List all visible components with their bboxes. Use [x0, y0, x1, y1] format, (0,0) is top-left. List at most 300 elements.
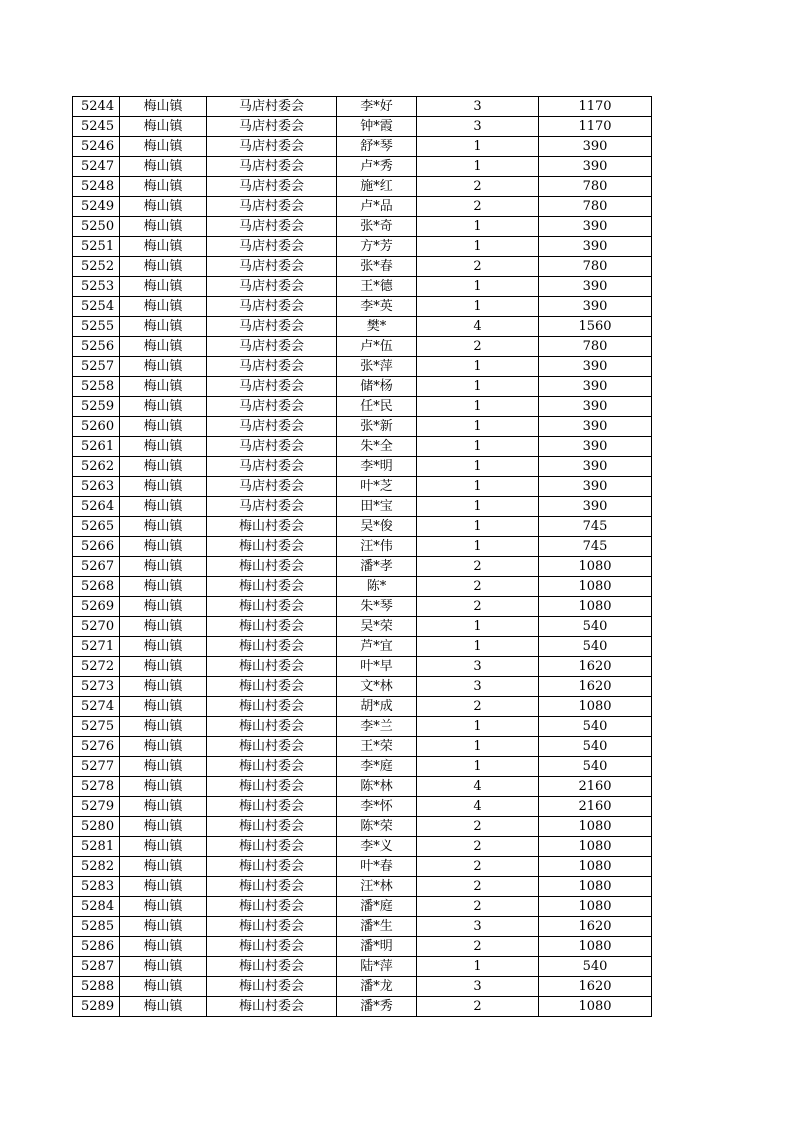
cell-name: 陈*荣: [337, 817, 417, 837]
cell-name: 王*荣: [337, 737, 417, 757]
table-row: [73, 657, 652, 677]
cell-village: 马店村委会: [207, 377, 337, 397]
cell-town: 梅山镇: [120, 757, 207, 777]
cell-count: 3: [417, 917, 539, 937]
cell-village: 梅山村委会: [207, 957, 337, 977]
cell-name: 叶*春: [337, 857, 417, 877]
cell-count: 3: [417, 97, 539, 117]
cell-amount: 540: [539, 957, 652, 977]
cell-id: 5256: [73, 337, 120, 357]
cell-town: 梅山镇: [120, 877, 207, 897]
cell-id: 5272: [73, 657, 120, 677]
cell-count: 3: [417, 977, 539, 997]
table-row: [73, 297, 652, 317]
cell-town: 梅山镇: [120, 437, 207, 457]
cell-amount: 390: [539, 277, 652, 297]
cell-id: 5273: [73, 677, 120, 697]
cell-name: 吴*荣: [337, 617, 417, 637]
cell-amount: 390: [539, 497, 652, 517]
cell-village: 梅山村委会: [207, 937, 337, 957]
cell-count: 4: [417, 317, 539, 337]
cell-id: 5250: [73, 217, 120, 237]
cell-amount: 540: [539, 717, 652, 737]
cell-village: 梅山村委会: [207, 877, 337, 897]
cell-town: 梅山镇: [120, 297, 207, 317]
table-row: [73, 957, 652, 977]
table-row: [73, 717, 652, 737]
table-row: [73, 557, 652, 577]
cell-amount: 780: [539, 337, 652, 357]
cell-amount: 1080: [539, 817, 652, 837]
table-row: [73, 377, 652, 397]
cell-id: 5267: [73, 557, 120, 577]
cell-town: 梅山镇: [120, 937, 207, 957]
cell-village: 马店村委会: [207, 157, 337, 177]
cell-town: 梅山镇: [120, 477, 207, 497]
cell-name: 潘*生: [337, 917, 417, 937]
cell-town: 梅山镇: [120, 797, 207, 817]
cell-village: 梅山村委会: [207, 717, 337, 737]
cell-amount: 1080: [539, 577, 652, 597]
cell-count: 2: [417, 857, 539, 877]
cell-count: 3: [417, 657, 539, 677]
cell-village: 马店村委会: [207, 117, 337, 137]
cell-town: 梅山镇: [120, 857, 207, 877]
cell-amount: 390: [539, 477, 652, 497]
cell-id: 5288: [73, 977, 120, 997]
cell-name: 汪*伟: [337, 537, 417, 557]
table-row: [73, 517, 652, 537]
cell-name: 潘*明: [337, 937, 417, 957]
cell-id: 5264: [73, 497, 120, 517]
cell-name: 储*杨: [337, 377, 417, 397]
cell-amount: 1620: [539, 977, 652, 997]
cell-id: 5246: [73, 137, 120, 157]
cell-name: 文*林: [337, 677, 417, 697]
cell-count: 1: [417, 397, 539, 417]
table-row: [73, 997, 652, 1017]
subsidy-table: [72, 96, 652, 1017]
cell-count: 1: [417, 757, 539, 777]
cell-name: 施*红: [337, 177, 417, 197]
table-row: [73, 117, 652, 137]
cell-town: 梅山镇: [120, 97, 207, 117]
cell-id: 5278: [73, 777, 120, 797]
table-row: [73, 817, 652, 837]
cell-town: 梅山镇: [120, 917, 207, 937]
table-row: [73, 157, 652, 177]
cell-village: 梅山村委会: [207, 917, 337, 937]
cell-name: 李*义: [337, 837, 417, 857]
cell-id: 5283: [73, 877, 120, 897]
cell-count: 1: [417, 457, 539, 477]
table-row: [73, 897, 652, 917]
cell-count: 3: [417, 117, 539, 137]
cell-amount: 1560: [539, 317, 652, 337]
table-row: [73, 937, 652, 957]
cell-town: 梅山镇: [120, 257, 207, 277]
cell-amount: 1080: [539, 897, 652, 917]
cell-count: 1: [417, 237, 539, 257]
cell-count: 1: [417, 417, 539, 437]
table-row: [73, 97, 652, 117]
cell-count: 2: [417, 197, 539, 217]
cell-count: 2: [417, 257, 539, 277]
cell-count: 1: [417, 477, 539, 497]
table-row: [73, 437, 652, 457]
cell-count: 1: [417, 957, 539, 977]
table-row: [73, 697, 652, 717]
table-row: [73, 917, 652, 937]
table-row: [73, 337, 652, 357]
cell-village: 马店村委会: [207, 337, 337, 357]
cell-village: 梅山村委会: [207, 897, 337, 917]
cell-id: 5268: [73, 577, 120, 597]
table-row: [73, 457, 652, 477]
cell-village: 梅山村委会: [207, 537, 337, 557]
cell-id: 5261: [73, 437, 120, 457]
cell-count: 2: [417, 337, 539, 357]
cell-id: 5253: [73, 277, 120, 297]
cell-amount: 540: [539, 757, 652, 777]
cell-town: 梅山镇: [120, 577, 207, 597]
cell-town: 梅山镇: [120, 617, 207, 637]
cell-village: 梅山村委会: [207, 757, 337, 777]
cell-amount: 2160: [539, 777, 652, 797]
cell-count: 1: [417, 137, 539, 157]
cell-name: 潘*庭: [337, 897, 417, 917]
cell-town: 梅山镇: [120, 397, 207, 417]
cell-name: 李*怀: [337, 797, 417, 817]
table-row: [73, 237, 652, 257]
cell-amount: 1080: [539, 697, 652, 717]
cell-name: 王*德: [337, 277, 417, 297]
cell-amount: 540: [539, 737, 652, 757]
cell-village: 马店村委会: [207, 257, 337, 277]
cell-id: 5265: [73, 517, 120, 537]
table-row: [73, 257, 652, 277]
cell-id: 5249: [73, 197, 120, 217]
cell-id: 5286: [73, 937, 120, 957]
cell-count: 2: [417, 577, 539, 597]
cell-count: 2: [417, 817, 539, 837]
cell-village: 马店村委会: [207, 397, 337, 417]
cell-id: 5245: [73, 117, 120, 137]
cell-amount: 540: [539, 617, 652, 637]
cell-village: 马店村委会: [207, 437, 337, 457]
cell-id: 5259: [73, 397, 120, 417]
cell-amount: 1080: [539, 937, 652, 957]
cell-village: 梅山村委会: [207, 857, 337, 877]
cell-town: 梅山镇: [120, 217, 207, 237]
cell-town: 梅山镇: [120, 697, 207, 717]
cell-village: 马店村委会: [207, 177, 337, 197]
table-row: [73, 837, 652, 857]
table-row: [73, 877, 652, 897]
cell-count: 1: [417, 517, 539, 537]
cell-name: 樊*: [337, 317, 417, 337]
cell-village: 梅山村委会: [207, 637, 337, 657]
cell-amount: 745: [539, 537, 652, 557]
table-row: [73, 537, 652, 557]
cell-amount: 780: [539, 257, 652, 277]
cell-amount: 390: [539, 377, 652, 397]
cell-town: 梅山镇: [120, 457, 207, 477]
cell-count: 1: [417, 617, 539, 637]
cell-count: 1: [417, 717, 539, 737]
cell-amount: 390: [539, 217, 652, 237]
cell-name: 卢*伍: [337, 337, 417, 357]
cell-town: 梅山镇: [120, 597, 207, 617]
cell-town: 梅山镇: [120, 837, 207, 857]
cell-name: 叶*芝: [337, 477, 417, 497]
cell-amount: 390: [539, 157, 652, 177]
cell-village: 梅山村委会: [207, 777, 337, 797]
cell-town: 梅山镇: [120, 497, 207, 517]
cell-id: 5252: [73, 257, 120, 277]
cell-count: 1: [417, 157, 539, 177]
cell-count: 4: [417, 797, 539, 817]
cell-town: 梅山镇: [120, 417, 207, 437]
cell-amount: 1080: [539, 557, 652, 577]
cell-id: 5263: [73, 477, 120, 497]
cell-name: 任*民: [337, 397, 417, 417]
cell-count: 2: [417, 997, 539, 1017]
cell-village: 马店村委会: [207, 317, 337, 337]
cell-id: 5255: [73, 317, 120, 337]
cell-town: 梅山镇: [120, 977, 207, 997]
cell-village: 马店村委会: [207, 97, 337, 117]
cell-name: 胡*成: [337, 697, 417, 717]
cell-name: 芦*宜: [337, 637, 417, 657]
cell-village: 梅山村委会: [207, 837, 337, 857]
table-row: [73, 757, 652, 777]
cell-village: 梅山村委会: [207, 997, 337, 1017]
cell-town: 梅山镇: [120, 817, 207, 837]
cell-id: 5280: [73, 817, 120, 837]
cell-id: 5281: [73, 837, 120, 857]
cell-town: 梅山镇: [120, 377, 207, 397]
cell-town: 梅山镇: [120, 557, 207, 577]
cell-amount: 390: [539, 237, 652, 257]
cell-amount: 390: [539, 297, 652, 317]
cell-town: 梅山镇: [120, 317, 207, 337]
cell-town: 梅山镇: [120, 177, 207, 197]
cell-id: 5258: [73, 377, 120, 397]
cell-village: 梅山村委会: [207, 817, 337, 837]
cell-town: 梅山镇: [120, 517, 207, 537]
cell-village: 马店村委会: [207, 237, 337, 257]
cell-town: 梅山镇: [120, 737, 207, 757]
cell-id: 5277: [73, 757, 120, 777]
cell-amount: 390: [539, 417, 652, 437]
cell-village: 梅山村委会: [207, 977, 337, 997]
cell-town: 梅山镇: [120, 677, 207, 697]
cell-town: 梅山镇: [120, 777, 207, 797]
cell-village: 梅山村委会: [207, 597, 337, 617]
cell-village: 马店村委会: [207, 197, 337, 217]
cell-name: 张*新: [337, 417, 417, 437]
cell-count: 1: [417, 537, 539, 557]
table-row: [73, 217, 652, 237]
cell-village: 马店村委会: [207, 297, 337, 317]
cell-village: 梅山村委会: [207, 697, 337, 717]
cell-town: 梅山镇: [120, 117, 207, 137]
cell-count: 2: [417, 897, 539, 917]
cell-id: 5251: [73, 237, 120, 257]
table-row: [73, 977, 652, 997]
table-row: [73, 597, 652, 617]
table-row: [73, 197, 652, 217]
cell-amount: 1080: [539, 857, 652, 877]
cell-town: 梅山镇: [120, 637, 207, 657]
cell-amount: 390: [539, 357, 652, 377]
cell-name: 卢*秀: [337, 157, 417, 177]
cell-id: 5279: [73, 797, 120, 817]
cell-village: 梅山村委会: [207, 577, 337, 597]
cell-name: 陈*: [337, 577, 417, 597]
cell-village: 梅山村委会: [207, 797, 337, 817]
cell-name: 陈*林: [337, 777, 417, 797]
cell-village: 梅山村委会: [207, 517, 337, 537]
cell-id: 5276: [73, 737, 120, 757]
cell-village: 马店村委会: [207, 217, 337, 237]
cell-count: 1: [417, 297, 539, 317]
cell-amount: 390: [539, 457, 652, 477]
cell-name: 朱*琴: [337, 597, 417, 617]
cell-village: 梅山村委会: [207, 657, 337, 677]
cell-name: 李*庭: [337, 757, 417, 777]
cell-name: 张*萍: [337, 357, 417, 377]
cell-count: 1: [417, 217, 539, 237]
table-row: [73, 397, 652, 417]
table-row: [73, 577, 652, 597]
table-row: [73, 797, 652, 817]
cell-town: 梅山镇: [120, 997, 207, 1017]
cell-village: 马店村委会: [207, 457, 337, 477]
cell-name: 陆*萍: [337, 957, 417, 977]
table-row: [73, 477, 652, 497]
cell-amount: 780: [539, 177, 652, 197]
cell-id: 5285: [73, 917, 120, 937]
table-row: [73, 677, 652, 697]
cell-town: 梅山镇: [120, 897, 207, 917]
cell-name: 李*好: [337, 97, 417, 117]
table-row: [73, 617, 652, 637]
cell-id: 5270: [73, 617, 120, 637]
cell-name: 汪*林: [337, 877, 417, 897]
cell-id: 5260: [73, 417, 120, 437]
cell-town: 梅山镇: [120, 197, 207, 217]
cell-amount: 780: [539, 197, 652, 217]
cell-town: 梅山镇: [120, 277, 207, 297]
cell-amount: 540: [539, 637, 652, 657]
cell-amount: 390: [539, 137, 652, 157]
cell-name: 叶*早: [337, 657, 417, 677]
cell-village: 梅山村委会: [207, 737, 337, 757]
cell-town: 梅山镇: [120, 237, 207, 257]
cell-name: 卢*品: [337, 197, 417, 217]
cell-count: 1: [417, 357, 539, 377]
cell-id: 5262: [73, 457, 120, 477]
cell-name: 张*春: [337, 257, 417, 277]
cell-town: 梅山镇: [120, 157, 207, 177]
cell-village: 马店村委会: [207, 477, 337, 497]
cell-name: 潘*孝: [337, 557, 417, 577]
table-row: [73, 497, 652, 517]
table-row: [73, 637, 652, 657]
cell-count: 3: [417, 677, 539, 697]
table-row: [73, 177, 652, 197]
table-row: [73, 277, 652, 297]
table-row: [73, 137, 652, 157]
cell-count: 2: [417, 697, 539, 717]
cell-id: 5244: [73, 97, 120, 117]
cell-amount: 1170: [539, 117, 652, 137]
cell-count: 2: [417, 937, 539, 957]
cell-village: 马店村委会: [207, 137, 337, 157]
cell-town: 梅山镇: [120, 357, 207, 377]
cell-name: 方*芳: [337, 237, 417, 257]
table-row: [73, 857, 652, 877]
cell-name: 李*兰: [337, 717, 417, 737]
table-row: [73, 417, 652, 437]
cell-amount: 2160: [539, 797, 652, 817]
cell-count: 4: [417, 777, 539, 797]
cell-amount: 1620: [539, 657, 652, 677]
cell-amount: 1620: [539, 917, 652, 937]
cell-count: 1: [417, 377, 539, 397]
cell-name: 舒*琴: [337, 137, 417, 157]
cell-amount: 1080: [539, 877, 652, 897]
cell-name: 潘*秀: [337, 997, 417, 1017]
cell-village: 梅山村委会: [207, 557, 337, 577]
cell-amount: 390: [539, 437, 652, 457]
cell-count: 2: [417, 177, 539, 197]
cell-name: 张*奇: [337, 217, 417, 237]
table-row: [73, 737, 652, 757]
table-row: [73, 357, 652, 377]
table-body: [73, 97, 652, 1017]
cell-town: 梅山镇: [120, 657, 207, 677]
cell-name: 田*宝: [337, 497, 417, 517]
cell-id: 5247: [73, 157, 120, 177]
cell-town: 梅山镇: [120, 137, 207, 157]
cell-count: 1: [417, 437, 539, 457]
table-row: [73, 317, 652, 337]
cell-count: 1: [417, 737, 539, 757]
cell-id: 5287: [73, 957, 120, 977]
cell-village: 马店村委会: [207, 417, 337, 437]
cell-id: 5254: [73, 297, 120, 317]
cell-amount: 390: [539, 397, 652, 417]
cell-count: 1: [417, 637, 539, 657]
cell-village: 梅山村委会: [207, 677, 337, 697]
table-row: [73, 777, 652, 797]
cell-amount: 1080: [539, 837, 652, 857]
cell-town: 梅山镇: [120, 337, 207, 357]
cell-amount: 1080: [539, 597, 652, 617]
cell-name: 朱*全: [337, 437, 417, 457]
cell-count: 1: [417, 497, 539, 517]
cell-town: 梅山镇: [120, 537, 207, 557]
cell-count: 2: [417, 597, 539, 617]
cell-name: 李*明: [337, 457, 417, 477]
cell-id: 5248: [73, 177, 120, 197]
cell-id: 5275: [73, 717, 120, 737]
cell-name: 李*英: [337, 297, 417, 317]
cell-id: 5271: [73, 637, 120, 657]
